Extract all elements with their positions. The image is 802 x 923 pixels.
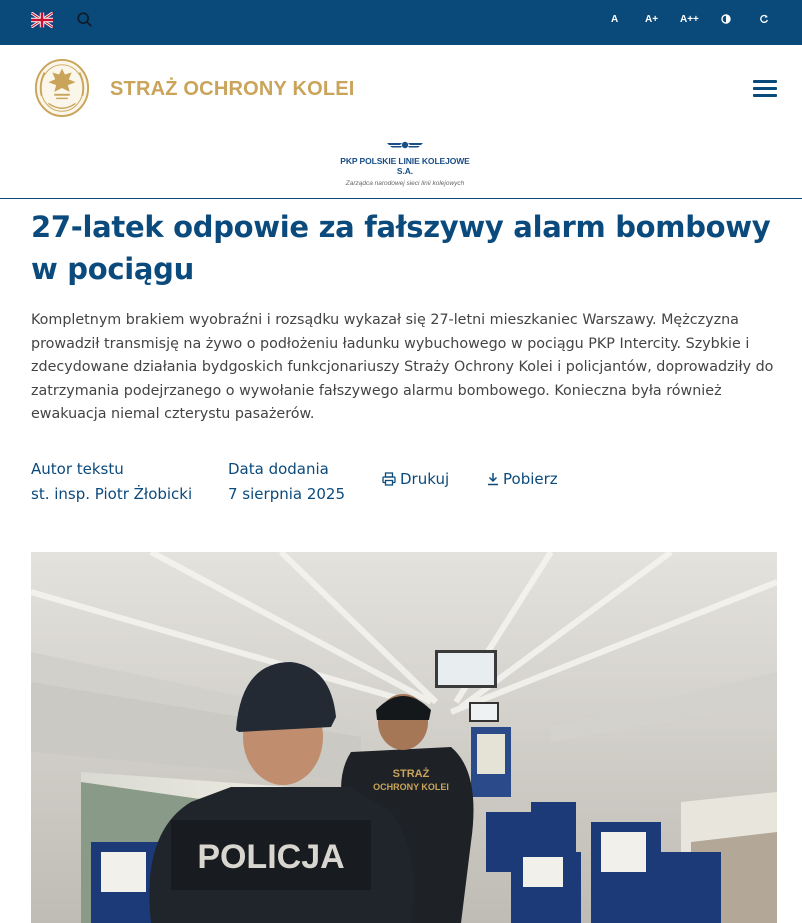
font-size-normal-button[interactable]: A (611, 14, 619, 25)
sok-emblem-logo[interactable] (33, 57, 91, 119)
uk-flag-icon[interactable] (31, 12, 53, 28)
publish-date: 7 sierpnia 2025 (228, 485, 346, 503)
partner-name: PKP POLSKIE LINIE KOLEJOWE S.A. (340, 156, 470, 176)
font-size-xlarge-button[interactable]: A++ (680, 14, 699, 25)
font-size-large-button[interactable]: A+ (645, 14, 659, 25)
police-vest-text: POLICJA (197, 838, 345, 876)
top-utility-bar (0, 0, 802, 45)
partner-tagline: Zarządca narodowej sieci linii kolejowych (345, 180, 465, 187)
article-lead: Kompletnym brakiem wyobraźni i rozsądku wykazał się 27-letni mieszkaniec Warszawy. Mężczyzna prowadził transmisję na żywo o podłożeniu ładunku wybuchowego w pociągu PKP Intercity. Szybkie i zdecydowane działania bydgoskich funkcjonariuszy Straży Ochrony Kolei i policjantów, doprowadziły do zatrzymania podejrzanego o wywołanie fałszywego alarmu bombowego. Konieczna była również ewakuacja niemal czterystu pasażerów. (31, 312, 774, 422)
contrast-icon[interactable] (719, 12, 733, 26)
download-button[interactable] (487, 470, 558, 488)
author-label: Autor tekstu (31, 460, 124, 478)
pkp-wings-icon (385, 140, 425, 150)
article-photo (31, 552, 777, 923)
download-label: Pobierz (503, 470, 558, 488)
pkp-plk-partner-logo[interactable] (340, 135, 470, 187)
download-icon (487, 472, 499, 486)
article-author-block (31, 457, 192, 506)
search-icon[interactable] (76, 11, 94, 29)
print-label: Drukuj (400, 470, 450, 488)
date-label: Data dodania (228, 460, 329, 478)
hamburger-icon (753, 80, 777, 83)
printer-icon (382, 472, 396, 486)
reset-icon[interactable] (757, 12, 771, 26)
print-button[interactable] (382, 470, 449, 488)
site-brand-name[interactable]: STRAŻ OCHRONY KOLEI (110, 78, 355, 100)
article-date-block (228, 457, 345, 506)
site-header (0, 45, 802, 199)
sok-vest-line1: STRAŻ (392, 768, 430, 780)
sok-vest-line2: OCHRONY KOLEI (373, 782, 449, 792)
article-title: 27-latek odpowie za fałszywy alarm bombowy w pociągu (31, 210, 771, 286)
hamburger-menu-button[interactable] (753, 80, 777, 98)
author-name: st. insp. Piotr Żłobicki (31, 485, 193, 503)
